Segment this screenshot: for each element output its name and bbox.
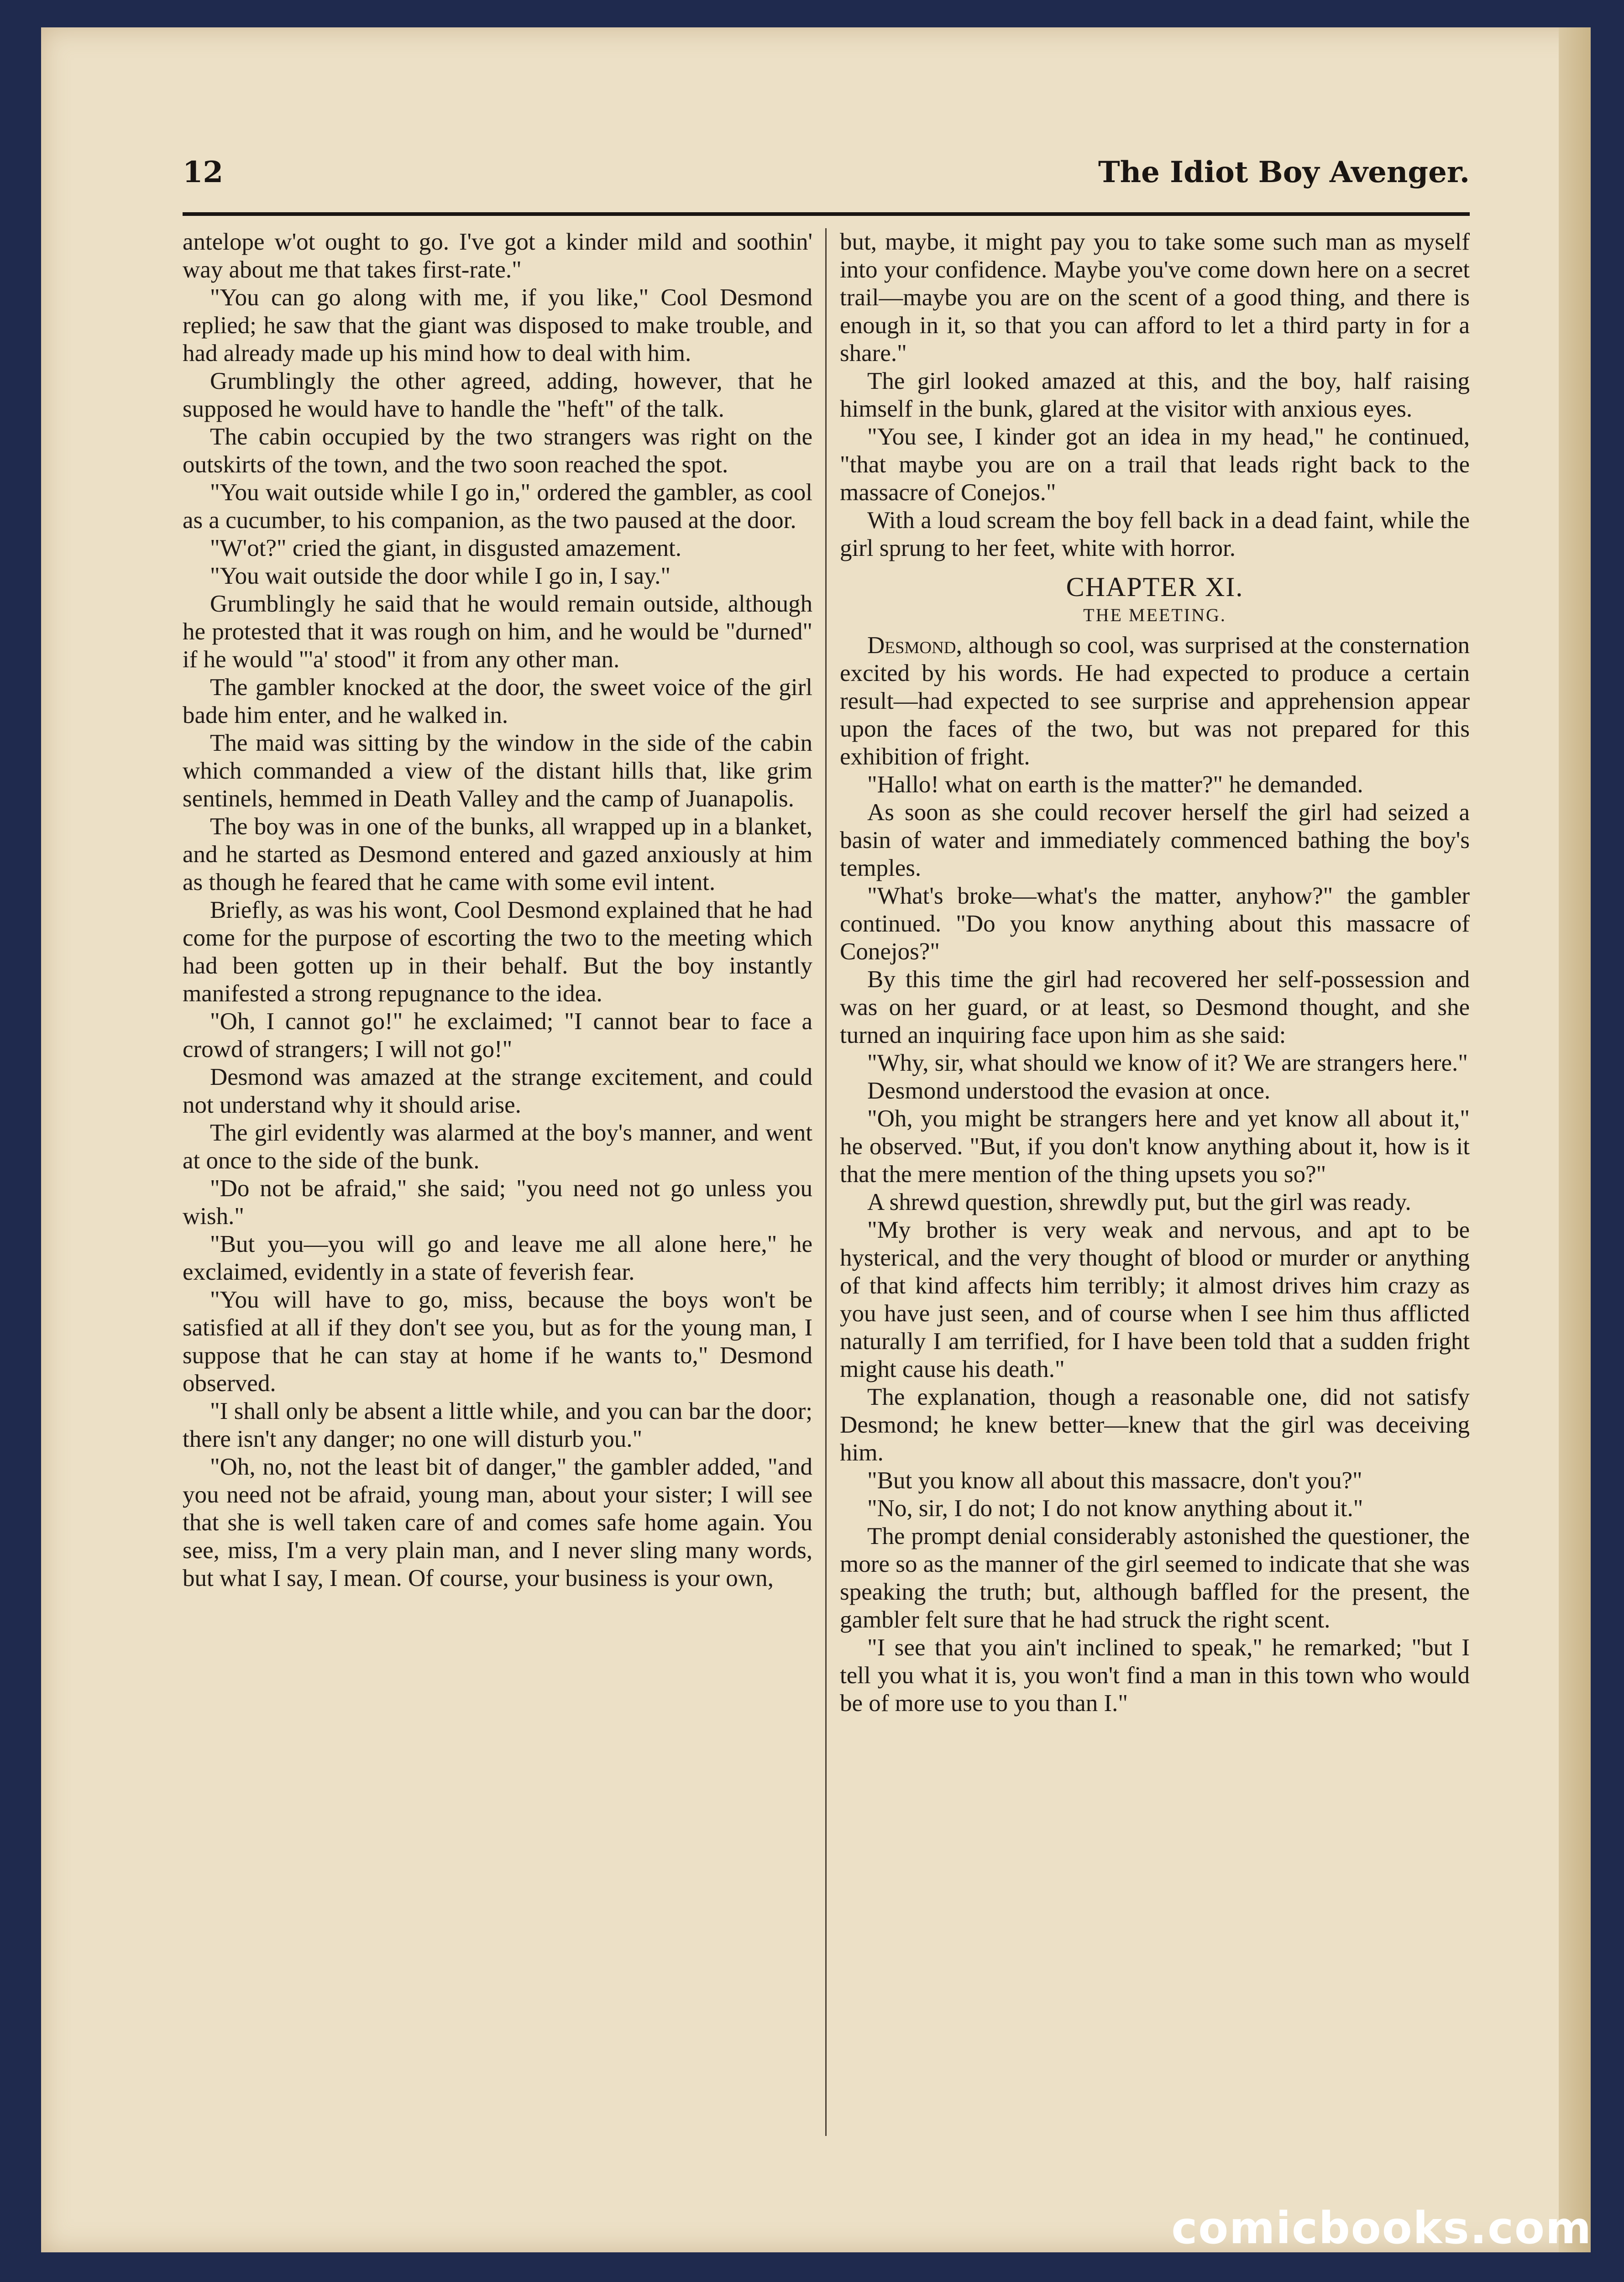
paragraph: The girl looked amazed at this, and the boy, half raising himself in the bunk, glared at the visitor with anxious eyes. <box>840 368 1470 422</box>
header-rule <box>183 212 1470 216</box>
paragraph: "I see that you ain't inclined to speak," he remarked; "but I tell you what it is, you won't find a man in this town who would be of more use to you than I." <box>840 1634 1470 1717</box>
paragraph: "Hallo! what on earth is the matter?" he demanded. <box>867 771 1363 798</box>
running-title: The Idiot Boy Avenger. <box>1098 155 1470 189</box>
paragraph: The gambler knocked at the door, the sweet voice of the girl bade him enter, and he walked in. <box>183 674 812 728</box>
paragraph: "W'ot?" cried the giant, in disgusted amazement. <box>210 535 681 561</box>
chapter-subtitle: THE MEETING. <box>1083 605 1226 625</box>
paragraph: With a loud scream the boy fell back in a dead faint, while the girl sprung to her feet, white with horror. <box>840 507 1470 561</box>
paragraph: "You can go along with me, if you like," Cool Desmond replied; he saw that the giant was disposed to make trouble, and had already made up his mind how to deal with him. <box>183 284 812 366</box>
paragraph: "You wait outside while I go in," ordered the gambler, as cool as a cucumber, to his companion, as the two paused at the door. <box>183 479 812 534</box>
paragraph: "Oh, I cannot go!" he exclaimed; "I cannot bear to face a crowd of strangers; I will not go!" <box>183 1008 812 1062</box>
opening-word: Desmond <box>867 632 956 659</box>
paragraph: "You will have to go, miss, because the boys won't be satisfied at all if they don't see you, but as for the young man, I suppose that he can stay at home if he wants to," Desmond observed. <box>183 1287 812 1397</box>
paragraph: The cabin occupied by the two strangers was right on the outskirts of the town, and the two soon reached the spot. <box>183 424 812 478</box>
paragraph: The explanation, though a reasonable one, did not satisfy Desmond; he knew better—knew that the girl was deceiving him. <box>840 1384 1470 1466</box>
paragraph: "Why, sir, what should we know of it? We are strangers here." <box>867 1050 1468 1076</box>
paragraph: "What's broke—what's the matter, anyhow?" the gambler continued. "Do you know anything about this massacre of Conejos?" <box>840 883 1470 965</box>
paragraph: The maid was sitting by the window in the side of the cabin which commanded a view of the distant hills that, like grim sentinels, hemmed in Death Valley and the camp of Juanapolis. <box>183 730 812 812</box>
paragraph: "I shall only be absent a little while, and you can bar the door; there isn't any danger; no one will disturb you." <box>183 1398 812 1452</box>
paragraph: "You wait outside the door while I go in, I say." <box>210 563 671 589</box>
paragraph: "Oh, you might be strangers here and yet know all about it," he observed. "But, if you don't know anything about it, how is it that the mere mention of the thing upsets you so?" <box>840 1105 1470 1188</box>
paragraph: "Oh, no, not the least bit of danger," the gambler added, "and you need not be afraid, young man, about your sister; I will see that she is well taken care of and comes safe home again. You see, miss, I'm a very plain man, and I never sling many words, but what I say, I mean. Of course, your business is your own, <box>183 1454 812 1591</box>
right-text-column <box>840 228 1470 2154</box>
paragraph: Desmond understood the evasion at once. <box>867 1078 1271 1104</box>
paragraph: Grumblingly the other agreed, adding, however, that he supposed he would have to handle the "heft" of the talk. <box>183 368 812 422</box>
page-header <box>183 155 1470 196</box>
paragraph: "My brother is very weak and nervous, and apt to be hysterical, and the very thought of blood or murder or anything of that kind affects him terribly; it almost drives him crazy as you have just seen, and of course when I see him thus afflicted naturally I am terrified, for I have been told that a sudden fright might cause his death." <box>840 1217 1470 1382</box>
column-divider <box>825 228 827 2136</box>
page-spine-edge <box>1559 27 1591 2252</box>
paragraph: "Do not be afraid," she said; "you need not go unless you wish." <box>183 1175 812 1230</box>
paragraph: antelope w'ot ought to go. I've got a kinder mild and soothin' way about me that takes first-rate." <box>183 229 812 283</box>
chapter-title: CHAPTER XI. <box>1066 572 1244 602</box>
page-number: 12 <box>183 155 224 189</box>
opening-text: , although so cool, was surprised at the consternation excited by his words. He had expected to produce a certain result—had expected to see surprise and apprehension appear upon the faces of the two, but was not prepared for this exhibition of fright. <box>840 632 1470 770</box>
paragraph: Grumblingly he said that he would remain outside, although he protested that it was rough on him, and he would be "durned" if he would "'a' stood" it from any other man. <box>183 591 812 673</box>
left-text-column <box>183 228 812 2154</box>
paragraph: The boy was in one of the bunks, all wrapped up in a blanket, and he started as Desmond entered and gazed anxiously at him as though he feared that he came with some evil intent. <box>183 813 812 895</box>
paragraph: The prompt denial considerably astonished the questioner, the more so as the manner of the girl seemed to indicate that she was speaking the truth; but, although baffled for the present, the gambler felt sure that he had struck the right scent. <box>840 1523 1470 1633</box>
paragraph: "No, sir, I do not; I do not know anything about it." <box>867 1495 1363 1522</box>
paragraph: As soon as she could recover herself the girl had seized a basin of water and immediately commenced bathing the boy's temples. <box>840 799 1470 881</box>
paragraph: A shrewd question, shrewdly put, but the girl was ready. <box>867 1189 1411 1215</box>
paragraph: but, maybe, it might pay you to take some such man as myself into your confidence. Maybe you've come down here on a secret trail—maybe you are on the scent of a good thing, and there is enough in it, so that you can afford to let a third party in for a share." <box>840 229 1470 366</box>
paragraph: The girl evidently was alarmed at the boy's manner, and went at once to the side of the bunk. <box>183 1120 812 1174</box>
paragraph: Desmond was amazed at the strange excitement, and could not understand why it should arise. <box>183 1064 812 1118</box>
paragraph: "You see, I kinder got an idea in my head," he continued, "that maybe you are on a trail that leads right back to the massacre of Conejos." <box>840 424 1470 506</box>
paragraph: By this time the girl had recovered her self-possession and was on her guard, or at least, so Desmond thought, and she turned an inquiring face upon him as she said: <box>840 966 1470 1048</box>
paragraph: "But you—you will go and leave me all alone here," he exclaimed, evidently in a state of feverish fear. <box>183 1231 812 1285</box>
watermark-text: comicbooks.com <box>1171 2203 1592 2254</box>
paragraph: Briefly, as was his wont, Cool Desmond explained that he had come for the purpose of escorting the two to the meeting which had been gotten up in their behalf. But the boy instantly manifested a strong repugnance to the idea. <box>183 897 812 1007</box>
paragraph: "But you know all about this massacre, don't you?" <box>867 1467 1362 1494</box>
chapter-opening-paragraph <box>840 632 1470 771</box>
